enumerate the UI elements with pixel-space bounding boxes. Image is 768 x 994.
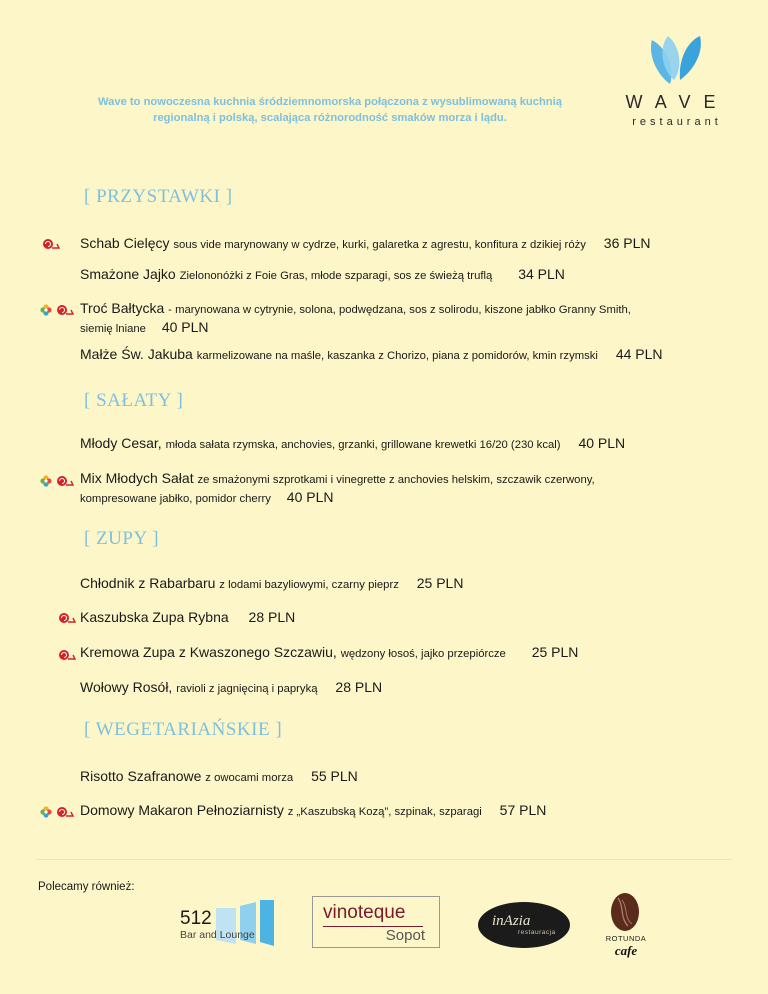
item-name: Domowy Makaron Pełnoziarnisty bbox=[80, 802, 284, 818]
intro-line-1: Wave to nowoczesna kuchnia śródziemnomorska połączona z wysublimowaną kuchnią bbox=[98, 96, 562, 108]
slow-food-snail-icon bbox=[58, 612, 76, 624]
kremowa-icons bbox=[58, 648, 76, 662]
slow-food-snail-icon bbox=[58, 649, 76, 661]
item-desc: - marynowana w cytrynie, solona, podwędzana, sos z solirodu, kiszone jabłko Granny Smith, bbox=[168, 304, 631, 316]
item-price: 25 PLN bbox=[531, 644, 579, 660]
section-przystawki: [ PRZYSTAWKI ] bbox=[84, 186, 233, 207]
menu-item-schab bbox=[80, 235, 651, 254]
item-name: Młody Cesar, bbox=[80, 435, 162, 451]
item-name: Troć Bałtycka bbox=[80, 300, 165, 316]
item-price: 55 PLN bbox=[311, 768, 358, 784]
menu-item-troc bbox=[80, 300, 631, 338]
item-price: 40 PLN bbox=[161, 319, 209, 335]
wave-logo-icon bbox=[646, 34, 706, 88]
section-zupy: [ ZUPY ] bbox=[84, 528, 160, 549]
item-name: Wołowy Rosół, bbox=[80, 679, 173, 695]
item-name: Kremowa Zupa z Kwaszonego Szczawiu, bbox=[80, 644, 337, 660]
item-desc: z owocami morza bbox=[205, 772, 294, 784]
inazia-name: inAzia bbox=[492, 913, 531, 929]
slow-food-snail-icon bbox=[56, 475, 74, 487]
item-name: Kaszubska Zupa Rybna bbox=[80, 609, 229, 625]
item-name: Smażone Jajko bbox=[80, 266, 176, 282]
item-name: Schab Cielęcy bbox=[80, 235, 170, 251]
item-desc: sous vide marynowany w cydrze, kurki, galaretka z agrestu, konfitura z dzikiej róży bbox=[173, 239, 586, 251]
kaszubska-icons bbox=[58, 611, 76, 625]
makaron-icons bbox=[40, 805, 74, 819]
intro-line-2: regionalną i polską, scalająca różnorodność smaków morza i lądu. bbox=[153, 112, 507, 124]
menu-item-cesar bbox=[80, 435, 625, 454]
item-price: 40 PLN bbox=[286, 489, 334, 505]
item-name: Chłodnik z Rabarbaru bbox=[80, 575, 216, 591]
vinoteque-city: Sopot bbox=[385, 927, 425, 944]
item-desc: z lodami bazyliowymi, czarny pieprz bbox=[219, 579, 399, 591]
vinoteque-name: vinoteque bbox=[323, 902, 406, 923]
local-product-flower-icon bbox=[40, 806, 52, 818]
item-price: 40 PLN bbox=[578, 435, 626, 451]
inazia-subtitle: restauracja bbox=[518, 929, 556, 936]
brand-512[interactable] bbox=[176, 898, 276, 948]
item-price: 28 PLN bbox=[248, 609, 296, 625]
item-price: 28 PLN bbox=[335, 679, 383, 695]
slow-food-snail-icon bbox=[56, 806, 74, 818]
brand-rotunda[interactable] bbox=[596, 892, 656, 962]
local-product-flower-icon bbox=[40, 475, 52, 487]
slow-food-snail-icon bbox=[42, 238, 60, 250]
rotunda-name: ROTUNDA bbox=[605, 934, 647, 943]
item-desc-2: kompresowane jabłko, pomidor cherry bbox=[80, 493, 271, 505]
local-product-flower-icon bbox=[40, 304, 52, 316]
item-name: Mix Młodych Sałat bbox=[80, 470, 194, 486]
item-price: 57 PLN bbox=[499, 802, 547, 818]
footer-label: Polecamy również: bbox=[38, 881, 135, 893]
item-desc: karmelizowane na maśle, kaszanka z Chorizo, piana z pomidorów, kmin rzymski bbox=[196, 350, 598, 362]
coffee-bean-icon bbox=[610, 892, 640, 932]
section-wegetarianskie: [ WEGETARIAŃSKIE ] bbox=[84, 719, 283, 740]
item-name: Małże Św. Jakuba bbox=[80, 346, 193, 362]
item-name: Risotto Szafranowe bbox=[80, 768, 202, 784]
menu-item-malze bbox=[80, 346, 663, 365]
brand-vinoteque[interactable] bbox=[312, 896, 440, 948]
slow-food-snail-icon bbox=[56, 304, 74, 316]
item-price: 36 PLN bbox=[603, 235, 651, 251]
item-desc: młoda sałata rzymska, anchovies, grzanki, grillowane krewetki 16/20 (230 kcal) bbox=[165, 439, 561, 451]
menu-item-mix bbox=[80, 470, 595, 508]
menu-item-chlodnik bbox=[80, 575, 463, 594]
mix-icons bbox=[40, 474, 74, 488]
item-price: 34 PLN bbox=[518, 266, 565, 282]
item-desc: Zielononóżki z Foie Gras, młode szparagi, sos ze świeżą truflą bbox=[179, 270, 493, 282]
item-desc: ravioli z jagnięciną i papryką bbox=[176, 683, 318, 695]
logo-subtitle: restaurant bbox=[632, 116, 722, 128]
item-price: 44 PLN bbox=[615, 346, 663, 362]
menu-item-rosol bbox=[80, 679, 382, 698]
schab-icons bbox=[42, 237, 60, 251]
section-salaty: [ SAŁATY ] bbox=[84, 390, 184, 411]
item-desc: z „Kaszubską Kozą”, szpinak, szparagi bbox=[287, 806, 482, 818]
512-number: 512 bbox=[180, 908, 212, 929]
wave-logo bbox=[612, 34, 742, 134]
menu-item-risotto bbox=[80, 768, 358, 787]
intro-text bbox=[40, 94, 620, 126]
menu-item-makaron bbox=[80, 802, 546, 821]
rotunda-cafe: cafe bbox=[614, 943, 638, 958]
512-subtitle: Bar and Lounge bbox=[180, 929, 255, 941]
menu-item-kaszubska bbox=[80, 609, 295, 626]
item-desc-2: siemię lniane bbox=[80, 323, 146, 335]
logo-word: WAVE bbox=[625, 92, 729, 112]
brand-inazia[interactable] bbox=[478, 902, 570, 948]
footer-divider bbox=[36, 859, 732, 860]
item-desc: ze smażonymi szprotkami i vinegrette z anchovies helskim, szczawik czerwony, bbox=[197, 474, 595, 486]
menu-item-kremowa bbox=[80, 644, 578, 663]
item-desc: wędzony łosoś, jajko przepiórcze bbox=[340, 648, 506, 660]
troc-icons bbox=[40, 303, 74, 317]
menu-item-jajko bbox=[80, 266, 565, 285]
item-price: 25 PLN bbox=[416, 575, 464, 591]
